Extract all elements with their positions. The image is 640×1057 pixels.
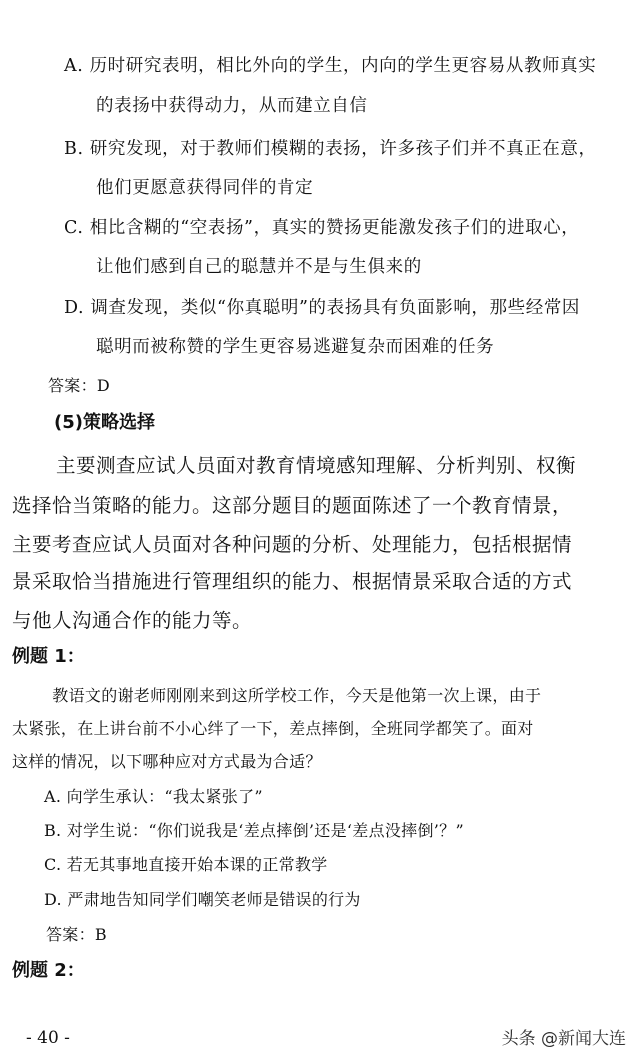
example-1-option-b: B. 对学生说：“你们说我是‘差点摔倒’还是‘差点没摔倒’？” xyxy=(44,821,464,840)
answer-1: 答案：D xyxy=(48,376,111,395)
intro-line-2: 选择恰当策略的能力。这部分题目的题面陈述了一个教育情景， xyxy=(12,494,573,517)
intro-line-1: 主要测查应试人员面对教育情境感知理解、分析判别、权衡 xyxy=(36,454,577,477)
example-1-option-c: C. 若无其事地直接开始本课的正常教学 xyxy=(44,855,328,874)
option-c-line2: 让他们感到自己的聪慧并不是与生俱来的 xyxy=(96,257,422,277)
intro-line-3: 主要考查应试人员面对各种问题的分析、处理能力，包括根据情 xyxy=(12,533,573,556)
option-d-line1: D. 调查发现，类似“你真聪明”的表扬具有负面影响，那些经常因 xyxy=(64,298,581,318)
page-number: - 40 - xyxy=(26,1028,70,1048)
example-1-option-d: D. 严肃地告知同学们嘲笑老师是错误的行为 xyxy=(44,890,361,909)
intro-line-4: 景采取恰当措施进行管理组织的能力、根据情景采取合适的方式 xyxy=(12,570,573,593)
option-b-line2: 他们更愿意获得同伴的肯定 xyxy=(96,178,314,198)
answer-2: 答案：B xyxy=(46,925,107,944)
example-1-text-3: 这样的情况，以下哪种应对方式最为合适？ xyxy=(12,752,322,771)
section-title: (5)策略选择 xyxy=(54,412,155,433)
option-a-line1: A. 历时研究表明，相比外向的学生，内向的学生更容易从教师真实 xyxy=(64,56,597,76)
option-a-line2: 的表扬中获得动力，从而建立自信 xyxy=(96,96,368,116)
option-c-line1: C. 相比含糊的“空表扬”，真实的赞扬更能激发孩子们的进取心， xyxy=(64,218,580,238)
example-1-text-1: 教语文的谢老师刚刚来到这所学校工作，今天是他第一次上课，由于 xyxy=(36,686,542,705)
example-1-text-2: 太紧张，在上讲台前不小心绊了一下，差点摔倒，全班同学都笑了。面对 xyxy=(12,719,534,738)
example-2-label: 例题 2： xyxy=(12,960,85,981)
option-b-line1: B. 研究发现，对于教师们模糊的表扬，许多孩子们并不真正在意， xyxy=(64,139,597,159)
option-d-line2: 聪明而被称赞的学生更容易逃避复杂而困难的任务 xyxy=(96,337,495,357)
watermark: 头条 @新闻大连 xyxy=(501,1029,626,1049)
intro-line-5: 与他人沟通合作的能力等。 xyxy=(12,609,253,632)
example-1-label: 例题 1： xyxy=(12,646,85,667)
example-1-option-a: A. 向学生承认：“我太紧张了” xyxy=(44,787,263,806)
